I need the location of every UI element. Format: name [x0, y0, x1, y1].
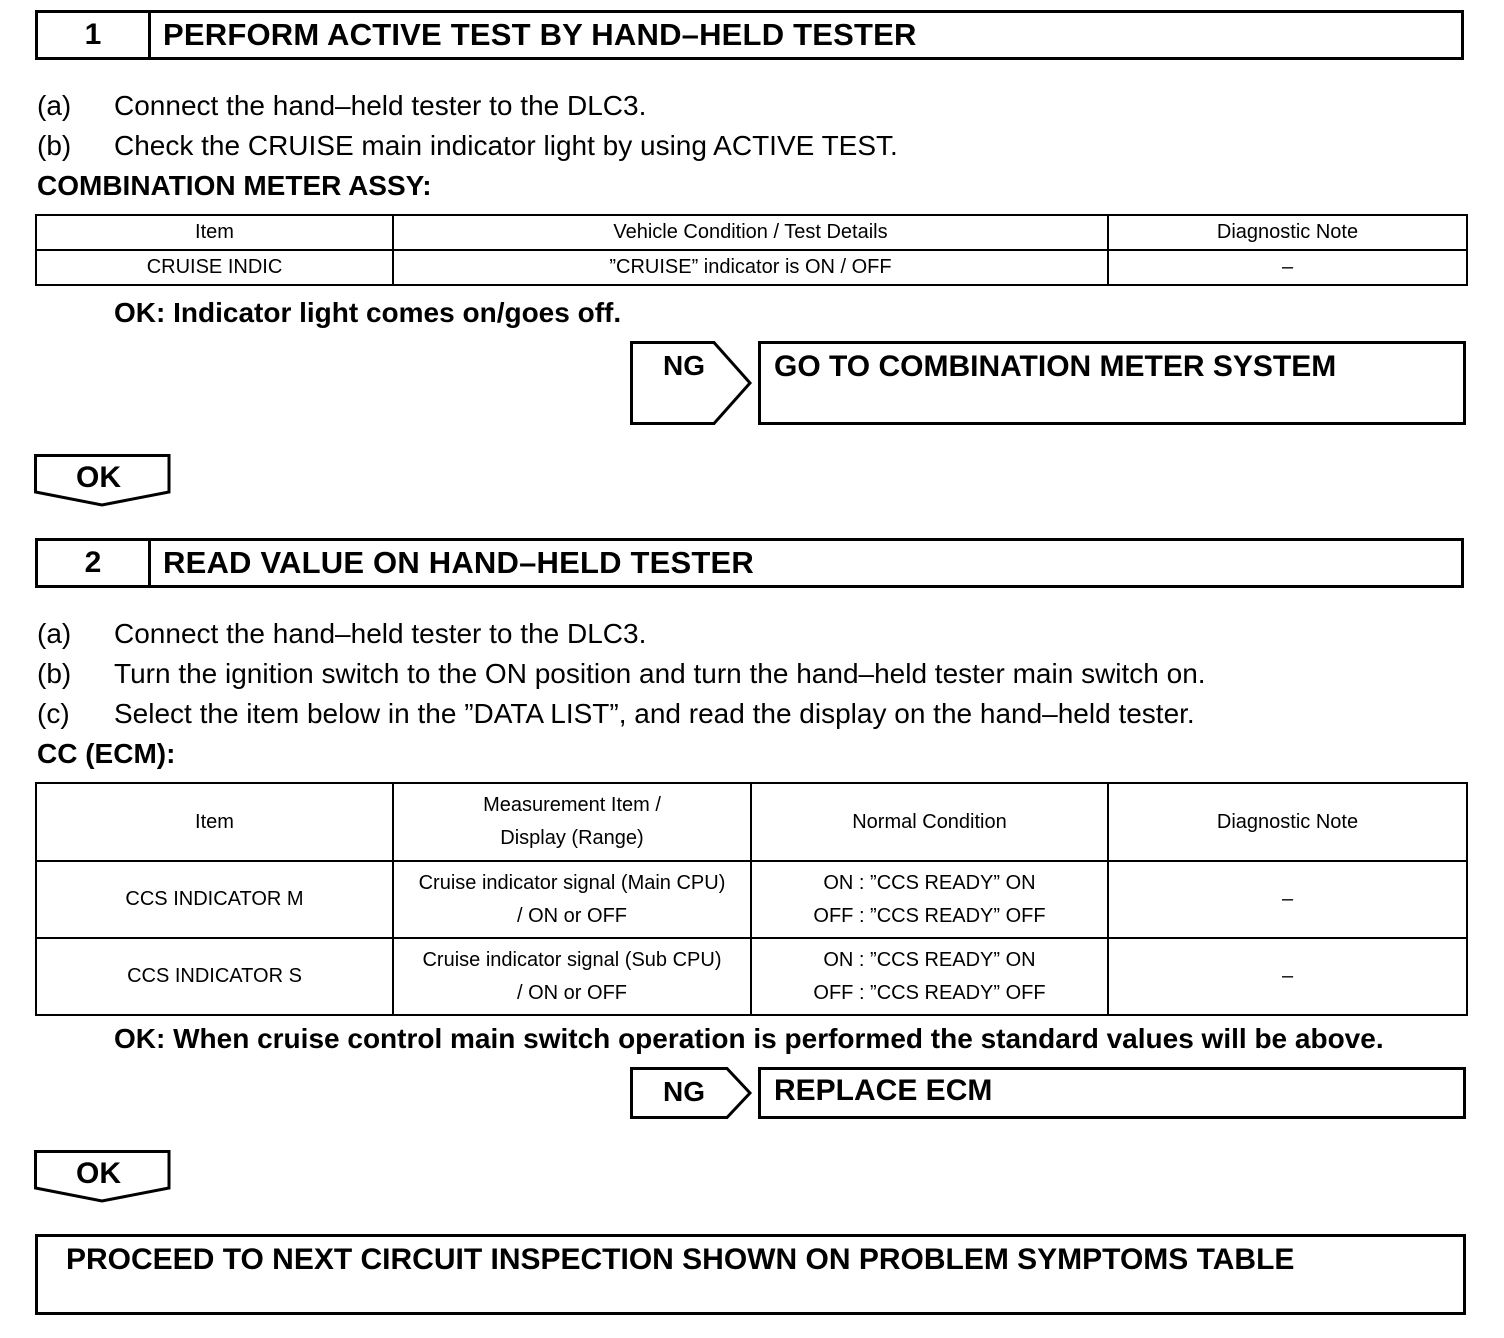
ng-label: NG	[663, 1076, 705, 1107]
step-2-header	[35, 538, 1464, 588]
instruction-label: (a)	[37, 90, 72, 121]
cell-line: OFF : ”CCS READY” OFF	[813, 904, 1046, 927]
table-header-cell: Item	[36, 783, 393, 861]
step-1-title: PERFORM ACTIVE TEST BY HAND–HELD TESTER	[163, 17, 917, 52]
table-row	[36, 938, 1467, 1015]
step-2-instruction-a	[37, 618, 646, 650]
step-2-title: READ VALUE ON HAND–HELD TESTER	[163, 545, 755, 580]
table-row	[36, 861, 1467, 938]
table-cell	[751, 861, 1108, 938]
step-2-instruction-c	[37, 698, 1195, 730]
instruction-text: Check the CRUISE main indicator light by using ACTIVE TEST.	[114, 130, 898, 161]
cell-line: ON : ”CCS READY” ON	[823, 871, 1036, 894]
table-cell: –	[1108, 938, 1467, 1015]
cell-line: Cruise indicator signal (Sub CPU)	[422, 948, 722, 971]
cell-line: ON : ”CCS READY” ON	[823, 948, 1036, 971]
table-cell: CRUISE INDIC	[36, 250, 393, 285]
ng-label: NG	[663, 350, 705, 381]
cell-line: Cruise indicator signal (Main CPU)	[418, 871, 726, 894]
cell-line: / ON or OFF	[517, 981, 627, 1004]
header-line: Display (Range)	[500, 827, 644, 849]
table-header-cell	[393, 783, 751, 861]
table-cell: CCS INDICATOR M	[36, 861, 393, 938]
final-instruction-box: PROCEED TO NEXT CIRCUIT INSPECTION SHOWN ON PROBLEM SYMPTOMS TABLE	[35, 1234, 1466, 1315]
step-2-ok-criteria: OK: When cruise control main switch operation is performed the standard values will be above.	[114, 1023, 1384, 1054]
instruction-label: (c)	[37, 698, 70, 729]
table-header-cell: Normal Condition	[751, 783, 1108, 861]
table-cell: ”CRUISE” indicator is ON / OFF	[393, 250, 1108, 285]
ok-arrow-label: OK	[76, 1157, 121, 1190]
step-1-ok-criteria: OK: Indicator light comes on/goes off.	[114, 297, 622, 328]
instruction-text: Turn the ignition switch to the ON position and turn the hand–held tester main switch on.	[114, 658, 1206, 689]
step-1-instruction-a	[37, 90, 646, 122]
cc-ecm-table	[35, 782, 1468, 1016]
instruction-text: Select the item below in the ”DATA LIST”, and read the display on the hand–held tester.	[114, 698, 1195, 729]
table-header-row	[36, 783, 1467, 861]
instruction-text: Connect the hand–held tester to the DLC3.	[114, 90, 647, 121]
header-line: Measurement Item /	[483, 794, 661, 816]
step-2-number: 2	[38, 541, 151, 585]
step-2-section-title: CC (ECM):	[37, 738, 176, 769]
step-1-number: 1	[38, 13, 151, 57]
step-1-section-title: COMBINATION METER ASSY:	[37, 170, 432, 201]
ng-result-box: REPLACE ECM	[758, 1067, 1466, 1119]
instruction-label: (a)	[37, 618, 72, 649]
table-cell: –	[1108, 861, 1467, 938]
table-header-cell: Diagnostic Note	[1108, 783, 1467, 861]
table-header-cell: Diagnostic Note	[1108, 215, 1467, 250]
table-header-cell: Item	[36, 215, 393, 250]
table-cell	[393, 938, 751, 1015]
table-header-cell: Vehicle Condition / Test Details	[393, 215, 1108, 250]
step-1-header	[35, 10, 1464, 60]
table-cell	[751, 938, 1108, 1015]
cell-line: OFF : ”CCS READY” OFF	[813, 981, 1046, 1004]
ok-arrow-label: OK	[76, 461, 121, 494]
cell-line: / ON or OFF	[517, 904, 627, 927]
instruction-label: (b)	[37, 130, 72, 161]
table-cell: –	[1108, 250, 1467, 285]
table-header-row	[36, 215, 1467, 250]
table-row	[36, 250, 1467, 285]
ng-result-box: GO TO COMBINATION METER SYSTEM	[758, 341, 1466, 425]
combination-meter-table	[35, 214, 1468, 286]
table-cell	[393, 861, 751, 938]
table-cell: CCS INDICATOR S	[36, 938, 393, 1015]
step-1-instruction-b	[37, 130, 898, 162]
instruction-text: Connect the hand–held tester to the DLC3.	[114, 618, 647, 649]
instruction-label: (b)	[37, 658, 72, 689]
step-2-instruction-b	[37, 658, 1206, 690]
